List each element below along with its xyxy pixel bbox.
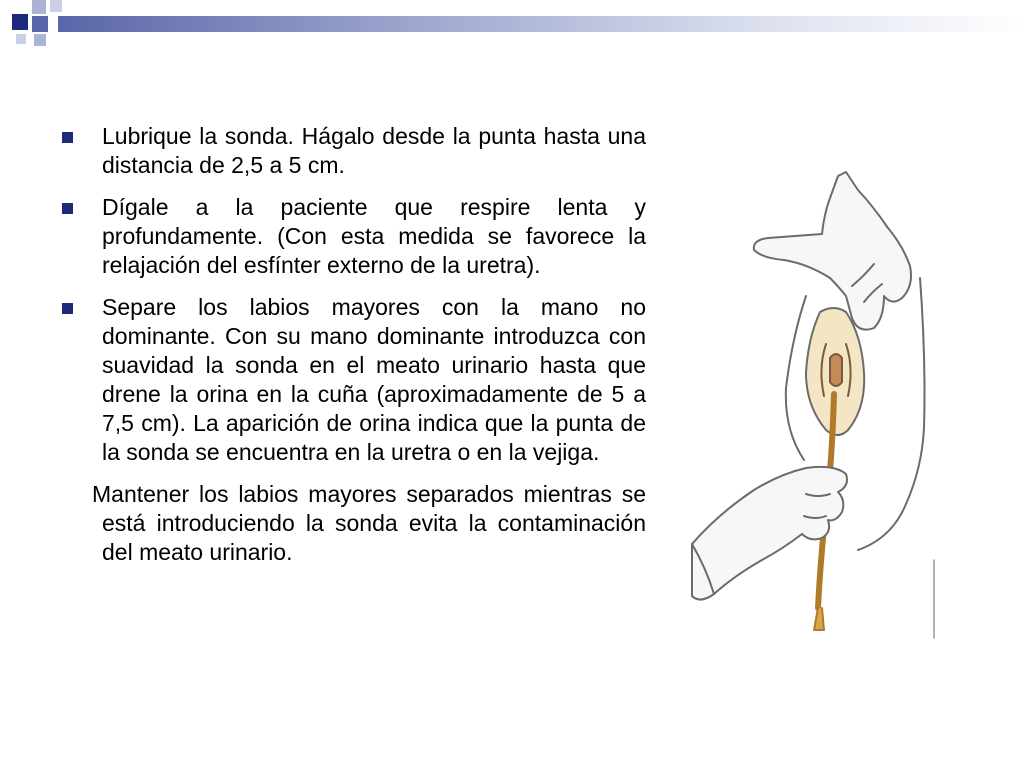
slide-content [62,122,646,567]
header-square [32,0,46,14]
bullet-text: Dígale a la paciente que respire lenta y profundamente. (Con esta medida se favorece la relajación del esfínter externo de la uretra). [102,194,646,278]
bullet-item [62,193,646,280]
body-contour [786,296,806,460]
header-square [50,0,62,12]
upper-glove-hand [754,172,911,330]
square-bullet-icon [62,303,73,314]
square-bullet-icon [62,132,73,143]
header-square [16,34,26,44]
bullet-text: Separe los labios mayores con la mano no dominante. Con su mano dominante introduzca con suavidad la sonda en el meato urinario hasta que drene la orina en la cuña (aproximadamente de 5 a 7,5 cm). La aparición de orina indica que la punta de la sonda se encuentra en la uretra o en la vejiga. [102,294,646,465]
header-decoration [0,0,1024,48]
note-paragraph: Mantener los labios mayores separados mientras se está introduciendo la sonda evita la contaminación del meato urinario. [92,481,646,565]
lower-glove-hand [692,467,847,600]
bullet-item [62,122,646,180]
bullet-text: Lubrique la sonda. Hágalo desde la punta hasta una distancia de 2,5 a 5 cm. [102,123,646,178]
catheter-insertion-illustration [688,168,938,648]
header-square [34,34,46,46]
header-gradient-band [58,16,1024,32]
square-bullet-icon [62,203,73,214]
bullet-item [62,293,646,467]
header-square [12,14,28,30]
header-square [32,16,48,32]
